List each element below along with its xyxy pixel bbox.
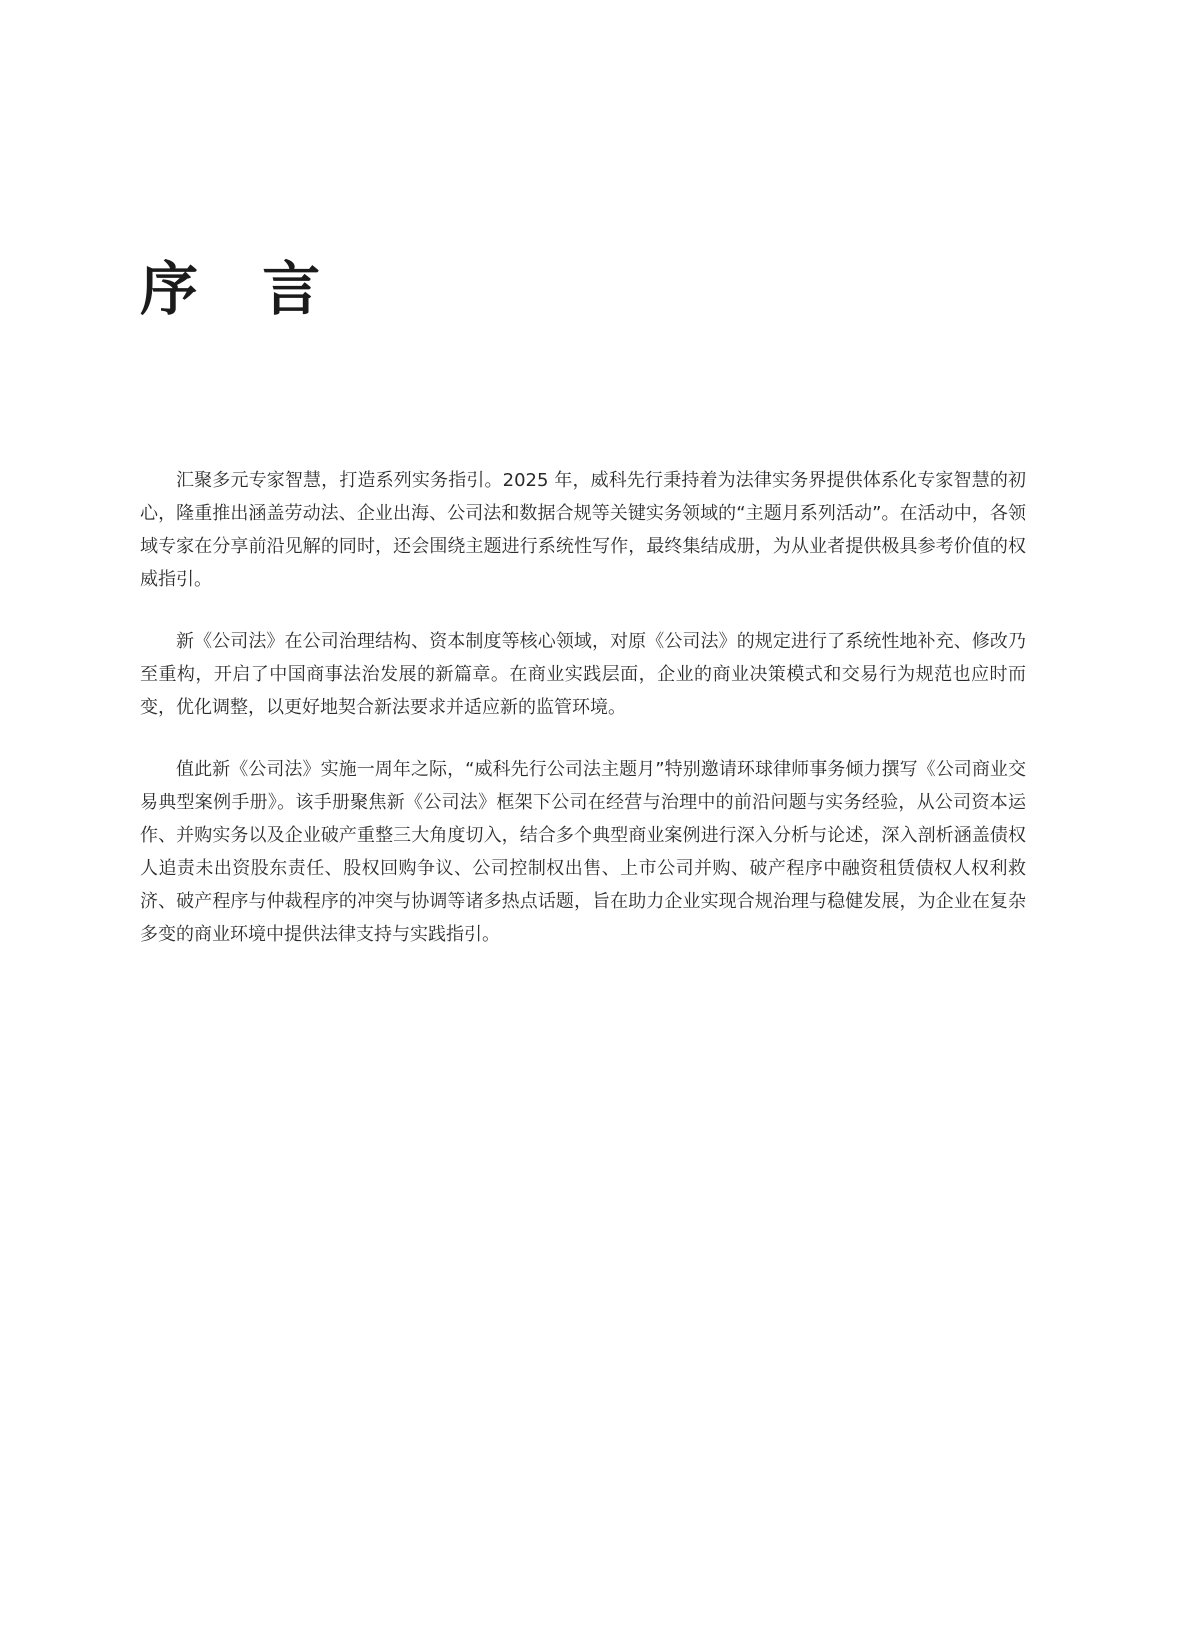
page-title: 序 言 bbox=[140, 255, 343, 323]
preface-paragraph-3: 值此新《公司法》实施一周年之际，“威科先行公司法主题月”特别邀请环球律师事务倾力撰写《公司商业交易典型案例手册》。该手册聚焦新《公司法》框架下公司在经营与治理中的前沿问题与实务经验，从公司资本运作、并购实务以及企业破产重整三大角度切入，结合多个典型商业案例进行深入分析与论述，深入剖析涵盖债权人追责未出资股东责任、股权回购争议、公司控制权出售、上市公司并购、破产程序中融资租赁债权人权利救济、破产程序与仲裁程序的冲突与协调等诸多热点话题，旨在助力企业实现合规治理与稳健发展，为企业在复杂多变的商业环境中提供法律支持与实践指引。 bbox=[140, 759, 1026, 945]
preface-paragraph-2: 新《公司法》在公司治理结构、资本制度等核心领域，对原《公司法》的规定进行了系统性地补充、修改乃至重构，开启了中国商事法治发展的新篇章。在商业实践层面，企业的商业决策模式和交易行为规范也应时而变，优化调整，以更好地契合新法要求并适应新的监管环境。 bbox=[140, 631, 1026, 718]
preface-paragraph-1: 汇聚多元专家智慧，打造系列实务指引。2025 年，威科先行秉持着为法律实务界提供体系化专家智慧的初心，隆重推出涵盖劳动法、企业出海、公司法和数据合规等关键实务领域的“主题月系列活动”。在活动中，各领域专家在分享前沿见解的同时，还会围绕主题进行系统性写作，最终集结成册，为从业者提供极具参考价值的权威指引。 bbox=[140, 470, 1026, 590]
preface-body bbox=[140, 464, 1026, 980]
